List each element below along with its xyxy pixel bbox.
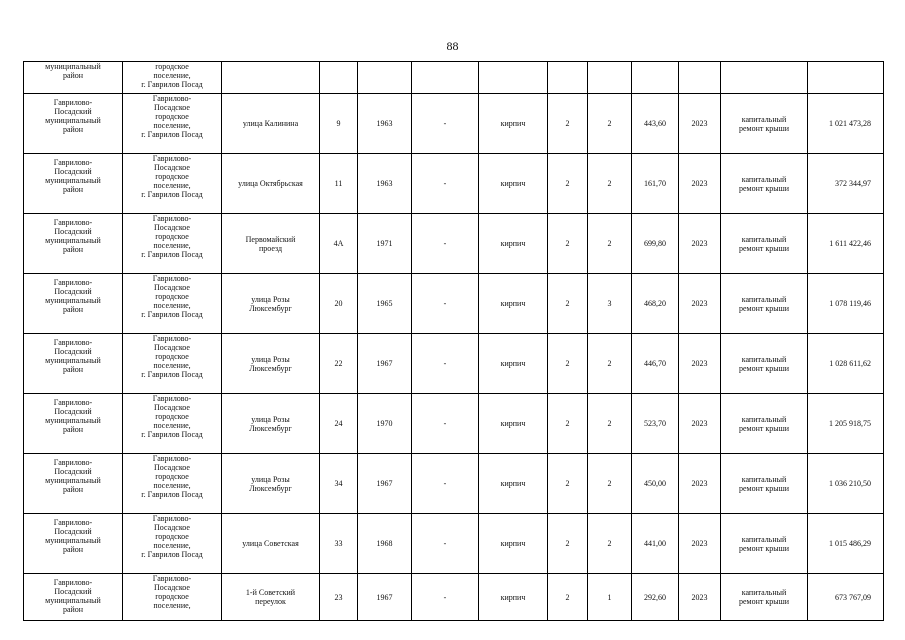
district-cell: Гаврилово- Посадский муниципальный район <box>24 214 123 274</box>
settlement-cell: Гаврилово- Посадское городское поселение, г. Гаврилов Посад <box>123 274 222 334</box>
work-type-cell: капитальный ремонт крыши <box>721 334 808 394</box>
amount-cell: 1 015 486,29 <box>808 514 884 574</box>
amount-cell: 1 036 210,50 <box>808 454 884 514</box>
dash-cell: - <box>412 334 479 394</box>
material-cell: кирпич <box>479 94 548 154</box>
area-cell: 699,80 <box>632 214 679 274</box>
area-cell: 450,00 <box>632 454 679 514</box>
year-cell: 2023 <box>679 274 721 334</box>
settlement-cell: Гаврилово- Посадское городское поселение, г. Гаврилов Посад <box>123 154 222 214</box>
street-cell: Первомайский проезд <box>222 214 320 274</box>
settlement-cell: Гаврилово- Посадское городское поселение, г. Гаврилов Посад <box>123 454 222 514</box>
amount-cell <box>808 62 884 94</box>
entrances-cell: 2 <box>588 334 632 394</box>
house-cell: 24 <box>320 394 358 454</box>
district-cell: Гаврилово- Посадский муниципальный район <box>24 334 123 394</box>
house-cell: 34 <box>320 454 358 514</box>
floors-cell: 2 <box>548 514 588 574</box>
entrances-cell: 2 <box>588 94 632 154</box>
year-cell: 2023 <box>679 214 721 274</box>
entrances-cell: 2 <box>588 394 632 454</box>
entrances-cell: 2 <box>588 214 632 274</box>
dash-cell: - <box>412 94 479 154</box>
year-built-cell: 1965 <box>358 274 412 334</box>
street-cell: улица Советская <box>222 514 320 574</box>
year-cell: 2023 <box>679 94 721 154</box>
table-row <box>24 154 884 214</box>
amount-cell: 1 611 422,46 <box>808 214 884 274</box>
table-row <box>24 574 884 621</box>
amount-cell: 1 028 611,62 <box>808 334 884 394</box>
district-cell: Гаврилово- Посадский муниципальный район <box>24 514 123 574</box>
amount-cell: 1 021 473,28 <box>808 94 884 154</box>
year-built-cell: 1967 <box>358 574 412 621</box>
house-cell: 9 <box>320 94 358 154</box>
house-cell: 33 <box>320 514 358 574</box>
work-type-cell: капитальный ремонт крыши <box>721 274 808 334</box>
house-cell: 22 <box>320 334 358 394</box>
area-cell: 441,00 <box>632 514 679 574</box>
settlement-cell: Гаврилово- Посадское городское поселение, г. Гаврилов Посад <box>123 514 222 574</box>
year-built-cell: 1971 <box>358 214 412 274</box>
street-cell: улица Розы Люксембург <box>222 334 320 394</box>
year-cell: 2023 <box>679 154 721 214</box>
dash-cell <box>412 62 479 94</box>
material-cell: кирпич <box>479 574 548 621</box>
settlement-cell: городское поселение, г. Гаврилов Посад <box>123 62 222 94</box>
area-cell: 446,70 <box>632 334 679 394</box>
work-type-cell: капитальный ремонт крыши <box>721 514 808 574</box>
work-type-cell: капитальный ремонт крыши <box>721 154 808 214</box>
area-cell: 523,70 <box>632 394 679 454</box>
amount-cell: 1 078 119,46 <box>808 274 884 334</box>
dash-cell: - <box>412 214 479 274</box>
area-cell: 468,20 <box>632 274 679 334</box>
material-cell: кирпич <box>479 154 548 214</box>
entrances-cell: 2 <box>588 454 632 514</box>
work-type-cell: капитальный ремонт крыши <box>721 574 808 621</box>
year-built-cell <box>358 62 412 94</box>
dash-cell: - <box>412 454 479 514</box>
table-row <box>24 274 884 334</box>
table-row <box>24 334 884 394</box>
year-cell: 2023 <box>679 394 721 454</box>
material-cell: кирпич <box>479 394 548 454</box>
repair-program-table <box>23 61 884 621</box>
area-cell <box>632 62 679 94</box>
material-cell: кирпич <box>479 514 548 574</box>
year-built-cell: 1970 <box>358 394 412 454</box>
settlement-cell: Гаврилово- Посадское городское поселение, <box>123 574 222 621</box>
district-cell: Гаврилово- Посадский муниципальный район <box>24 94 123 154</box>
settlement-cell: Гаврилово- Посадское городское поселение, г. Гаврилов Посад <box>123 214 222 274</box>
floors-cell: 2 <box>548 214 588 274</box>
street-cell <box>222 62 320 94</box>
street-cell: улица Розы Люксембург <box>222 394 320 454</box>
material-cell: кирпич <box>479 274 548 334</box>
house-cell: 11 <box>320 154 358 214</box>
year-built-cell: 1968 <box>358 514 412 574</box>
year-cell: 2023 <box>679 514 721 574</box>
table-row <box>24 94 884 154</box>
material-cell: кирпич <box>479 334 548 394</box>
house-cell: 4А <box>320 214 358 274</box>
district-cell: Гаврилово- Посадский муниципальный район <box>24 454 123 514</box>
floors-cell: 2 <box>548 94 588 154</box>
floors-cell <box>548 62 588 94</box>
dash-cell: - <box>412 154 479 214</box>
year-built-cell: 1967 <box>358 454 412 514</box>
amount-cell: 372 344,97 <box>808 154 884 214</box>
dash-cell: - <box>412 574 479 621</box>
year-cell: 2023 <box>679 334 721 394</box>
work-type-cell: капитальный ремонт крыши <box>721 454 808 514</box>
table-row <box>24 62 884 94</box>
district-cell: Гаврилово- Посадский муниципальный район <box>24 394 123 454</box>
material-cell: кирпич <box>479 214 548 274</box>
street-cell: улица Калинина <box>222 94 320 154</box>
settlement-cell: Гаврилово- Посадское городское поселение, г. Гаврилов Посад <box>123 334 222 394</box>
floors-cell: 2 <box>548 274 588 334</box>
work-type-cell <box>721 62 808 94</box>
amount-cell: 1 205 918,75 <box>808 394 884 454</box>
district-cell: Гаврилово- Посадский муниципальный район <box>24 274 123 334</box>
settlement-cell: Гаврилово- Посадское городское поселение, г. Гаврилов Посад <box>123 94 222 154</box>
entrances-cell <box>588 62 632 94</box>
work-type-cell: капитальный ремонт крыши <box>721 214 808 274</box>
dash-cell: - <box>412 274 479 334</box>
floors-cell: 2 <box>548 394 588 454</box>
settlement-cell: Гаврилово- Посадское городское поселение, г. Гаврилов Посад <box>123 394 222 454</box>
table-row <box>24 514 884 574</box>
house-cell: 20 <box>320 274 358 334</box>
floors-cell: 2 <box>548 334 588 394</box>
street-cell: 1-й Советский переулок <box>222 574 320 621</box>
entrances-cell: 3 <box>588 274 632 334</box>
street-cell: улица Розы Люксембург <box>222 274 320 334</box>
area-cell: 443,60 <box>632 94 679 154</box>
year-cell <box>679 62 721 94</box>
dash-cell: - <box>412 514 479 574</box>
district-cell: Гаврилово- Посадский муниципальный район <box>24 154 123 214</box>
dash-cell: - <box>412 394 479 454</box>
material-cell: кирпич <box>479 454 548 514</box>
year-built-cell: 1967 <box>358 334 412 394</box>
street-cell: улица Розы Люксембург <box>222 454 320 514</box>
area-cell: 292,60 <box>632 574 679 621</box>
floors-cell: 2 <box>548 574 588 621</box>
entrances-cell: 2 <box>588 154 632 214</box>
amount-cell: 673 767,09 <box>808 574 884 621</box>
district-cell: муниципальный район <box>24 62 123 94</box>
house-cell: 23 <box>320 574 358 621</box>
floors-cell: 2 <box>548 154 588 214</box>
year-built-cell: 1963 <box>358 154 412 214</box>
house-cell <box>320 62 358 94</box>
table-row <box>24 394 884 454</box>
district-cell: Гаврилово- Посадский муниципальный район <box>24 574 123 621</box>
work-type-cell: капитальный ремонт крыши <box>721 94 808 154</box>
floors-cell: 2 <box>548 454 588 514</box>
work-type-cell: капитальный ремонт крыши <box>721 394 808 454</box>
year-cell: 2023 <box>679 454 721 514</box>
entrances-cell: 2 <box>588 514 632 574</box>
table-row <box>24 454 884 514</box>
year-cell: 2023 <box>679 574 721 621</box>
entrances-cell: 1 <box>588 574 632 621</box>
street-cell: улица Октябрьская <box>222 154 320 214</box>
area-cell: 161,70 <box>632 154 679 214</box>
material-cell <box>479 62 548 94</box>
page-number: 88 <box>446 39 459 53</box>
year-built-cell: 1963 <box>358 94 412 154</box>
table-row <box>24 214 884 274</box>
